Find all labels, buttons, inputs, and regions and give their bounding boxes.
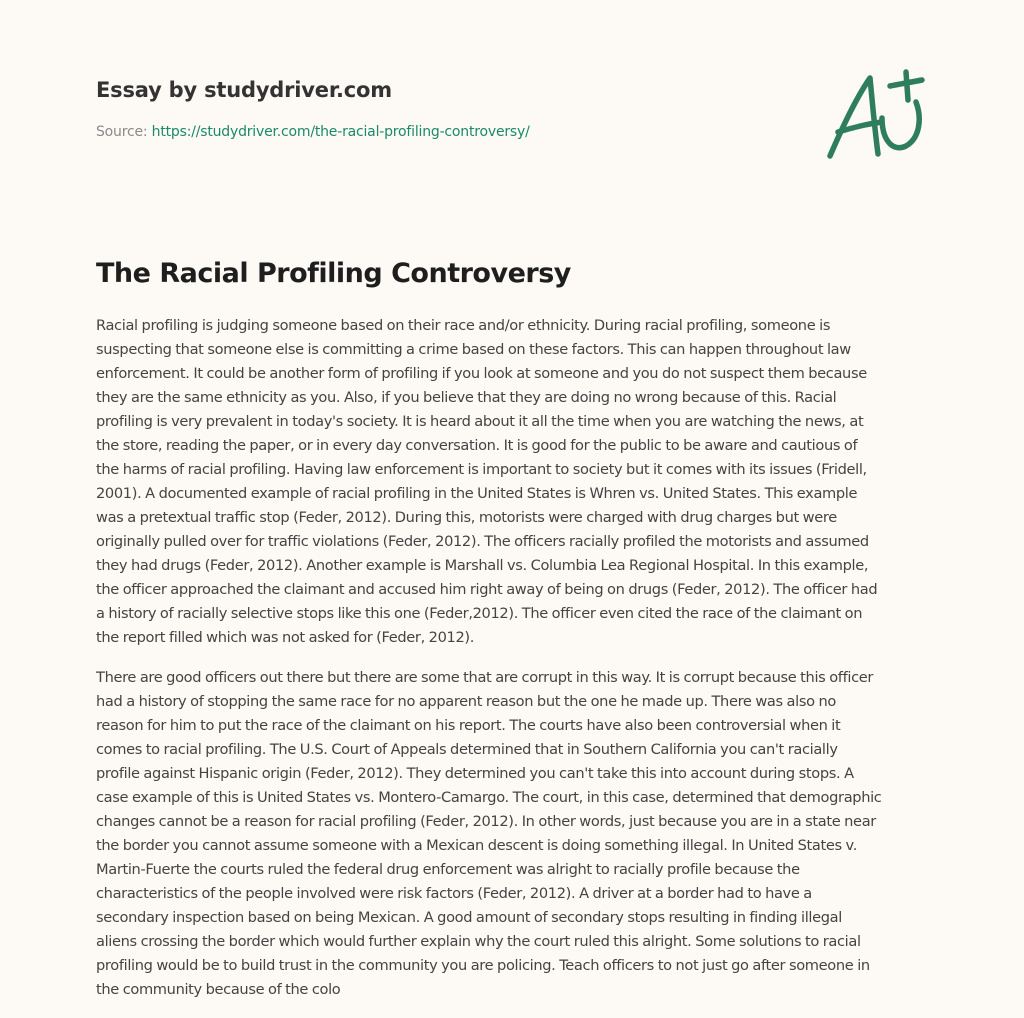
- text-line: was a pretextual traffic stop (Feder, 2012). During this, motorists were charged with drug charges but were: [96, 509, 837, 526]
- text-line: profiling is very prevalent in today's society. It is heard about it all the time when you are watching the news, at: [96, 413, 864, 430]
- text-line: reason for him to put the race of the claimant on his report. The courts have also been controversial when it: [96, 717, 841, 734]
- text-line: had a history of stopping the same race for no apparent reason but the one he made up. There was also no: [96, 693, 836, 710]
- essay-paragraph-2: [96, 666, 936, 1002]
- text-line: Racial profiling is judging someone based on their race and/or ethnicity. During racial profiling, someone is: [96, 317, 831, 334]
- text-line: enforcement. It could be another form of profiling if you look at someone and you do not suspect them because: [96, 365, 867, 382]
- text-line: they are the same ethnicity as you. Also, if you believe that they are doing no wrong because of this. Racial: [96, 389, 837, 406]
- text-line: they had drugs (Feder, 2012). Another example is Marshall vs. Columbia Lea Regional Hospital. In this example,: [96, 557, 869, 574]
- source-label: Source:: [96, 124, 152, 140]
- site-title: Essay by studydriver.com: [96, 78, 392, 102]
- text-line: the community because of the colo: [96, 981, 341, 998]
- a-plus-grade-icon: [822, 68, 930, 164]
- source-link[interactable]: https://studydriver.com/the-racial-profiling-controversy/: [151, 124, 530, 140]
- essay-title: The Racial Profiling Controversy: [96, 258, 571, 289]
- text-line: comes to racial profiling. The U.S. Court of Appeals determined that in Southern California you can't racially: [96, 741, 838, 758]
- text-line: the report filled which was not asked for (Feder, 2012).: [96, 629, 475, 646]
- text-line: the officer approached the claimant and accused him right away of being on drugs (Feder, 2012). The officer had: [96, 581, 878, 598]
- text-line: the harms of racial profiling. Having law enforcement is important to society but it comes with its issues (Fridell,: [96, 461, 867, 478]
- text-line: the store, reading the paper, or in every day conversation. It is good for the public to be aware and cautious of: [96, 437, 858, 454]
- text-line: suspecting that someone else is committing a crime based on these factors. This can happen throughout law: [96, 341, 851, 358]
- text-line: a history of racially selective stops like this one (Feder,2012). The officer even cited the race of the claimant on: [96, 605, 863, 622]
- text-line: profile against Hispanic origin (Feder, 2012). They determined you can't take this into account during stops. A: [96, 765, 854, 782]
- source-line: [96, 122, 796, 142]
- text-line: the border you cannot assume someone with a Mexican descent is doing something illegal. In United States v.: [96, 837, 857, 854]
- text-line: 2001). A documented example of racial profiling in the United States is Whren vs. United States. This example: [96, 485, 858, 502]
- text-line: characteristics of the people involved were risk factors (Feder, 2012). A driver at a border had to have a: [96, 885, 812, 902]
- text-line: originally pulled over for traffic violations (Feder, 2012). The officers racially profiled the motorists and assumed: [96, 533, 869, 550]
- essay-body: [96, 314, 936, 1018]
- essay-paragraph-1: [96, 314, 936, 650]
- text-line: Martin-Fuerte the courts ruled the federal drug enforcement was alright to racially profile because the: [96, 861, 800, 878]
- text-line: secondary inspection based on being Mexican. A good amount of secondary stops resulting in finding illegal: [96, 909, 842, 926]
- text-line: changes cannot be a reason for racial profiling (Feder, 2012). In other words, just because you are in a state near: [96, 813, 876, 830]
- text-line: There are good officers out there but there are some that are corrupt in this way. It is corrupt because this officer: [96, 669, 874, 686]
- essay-header: [96, 72, 796, 142]
- text-line: profiling would be to build trust in the community you are policing. Teach officers to not just go after someone in: [96, 957, 870, 974]
- text-line: aliens crossing the border which would further explain why the court ruled this alright. Some solutions to racial: [96, 933, 861, 950]
- text-line: case example of this is United States vs. Montero-Camargo. The court, in this case, determined that demographic: [96, 789, 882, 806]
